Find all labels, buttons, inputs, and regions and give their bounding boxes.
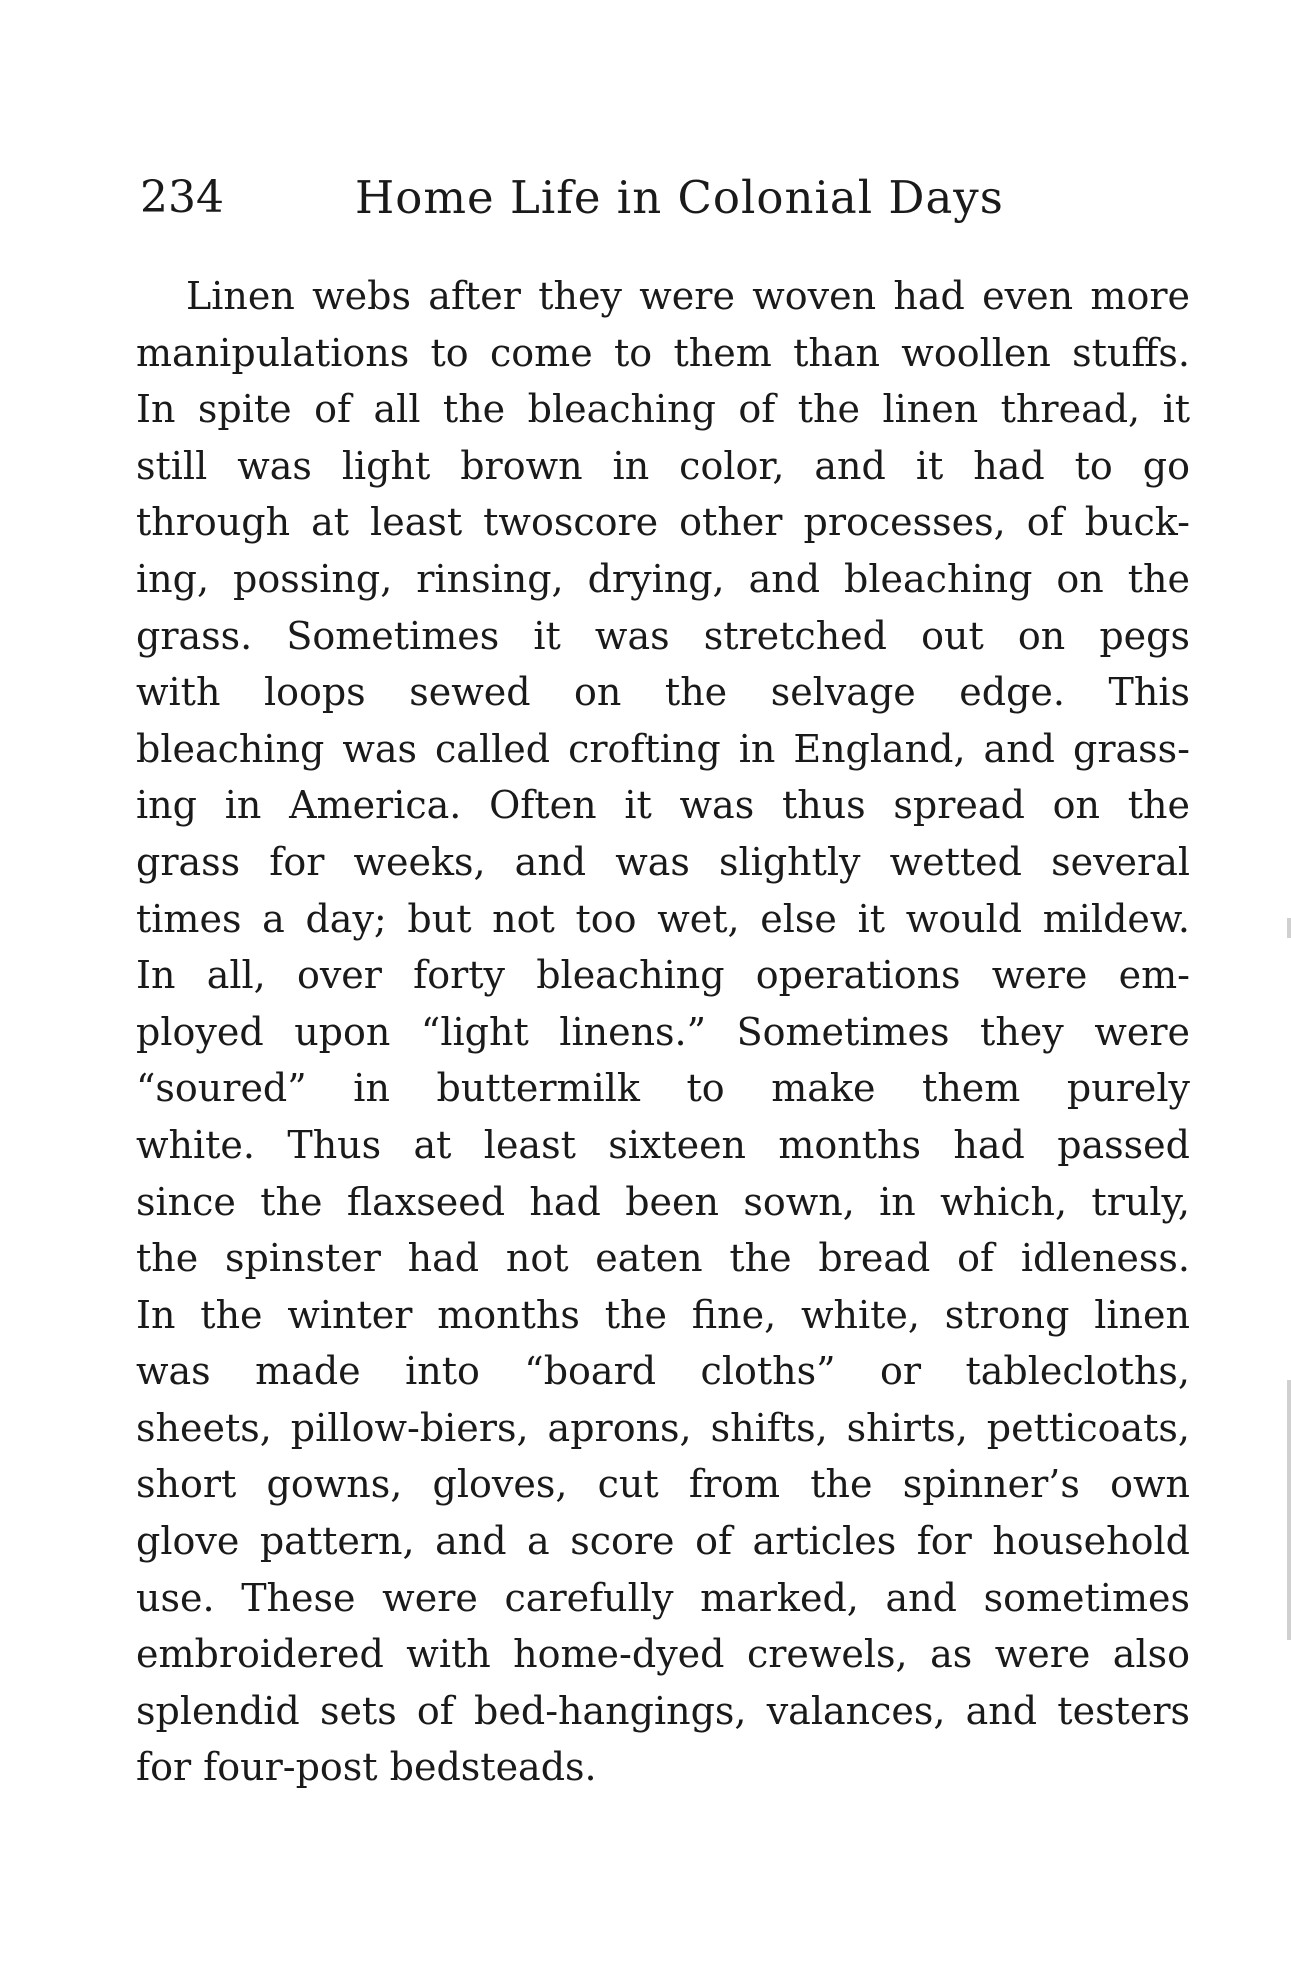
text-line: still was light brown in color, and it had to go — [136, 443, 1190, 488]
running-title: Home Life in Colonial Days — [355, 171, 1004, 224]
text-line: was made into “board cloths” or tablecloths, — [136, 1349, 1190, 1394]
text-line: In the winter months the fine, white, strong linen — [136, 1292, 1190, 1337]
text-line: for four-post bedsteads. — [136, 1745, 597, 1790]
text-line: splendid sets of bed-hangings, valances, and testers — [136, 1688, 1190, 1733]
text-line: In spite of all the bleaching of the linen thread, it — [136, 387, 1190, 432]
text-line: glove pattern, and a score of articles for household — [136, 1519, 1190, 1564]
page-header — [140, 168, 1190, 228]
text-line: embroidered with home-dyed crewels, as were also — [136, 1632, 1190, 1677]
text-line: ployed upon “light linens.” Sometimes they were — [136, 1009, 1190, 1054]
text-line: use. These were carefully marked, and sometimes — [136, 1575, 1190, 1620]
text-line: since the flaxseed had been sown, in which, truly, — [136, 1179, 1190, 1224]
body-paragraph — [136, 268, 1190, 1796]
text-line: manipulations to come to them than woollen stuffs. — [136, 330, 1190, 375]
scan-edge-mark — [1287, 918, 1291, 938]
text-line: grass for weeks, and was slightly wetted several — [136, 839, 1190, 884]
text-line: white. Thus at least sixteen months had passed — [136, 1122, 1190, 1167]
text-line: times a day; but not too wet, else it would mildew. — [136, 896, 1190, 941]
text-line: “soured” in buttermilk to make them purely — [136, 1066, 1190, 1111]
page-number: 234 — [140, 172, 224, 223]
text-line: the spinster had not eaten the bread of idleness. — [136, 1236, 1190, 1281]
text-line: sheets, pillow-biers, aprons, shifts, shirts, petticoats, — [136, 1405, 1190, 1450]
text-line: In all, over forty bleaching operations were em- — [136, 953, 1190, 998]
text-line: bleaching was called crofting in England, and grass- — [136, 726, 1190, 771]
text-line: Linen webs after they were woven had even more — [186, 274, 1190, 318]
text-line: ing, possing, rinsing, drying, and bleaching on the — [136, 556, 1190, 601]
text-line: ing in America. Often it was thus spread on the — [136, 783, 1190, 828]
scan-edge-mark — [1287, 1380, 1291, 1640]
text-line: through at least twoscore other processes, of buck- — [136, 500, 1190, 545]
text-line: grass. Sometimes it was stretched out on pegs — [136, 613, 1190, 658]
text-line: with loops sewed on the selvage edge. This — [136, 670, 1190, 715]
text-line: short gowns, gloves, cut from the spinner’s own — [136, 1462, 1190, 1507]
